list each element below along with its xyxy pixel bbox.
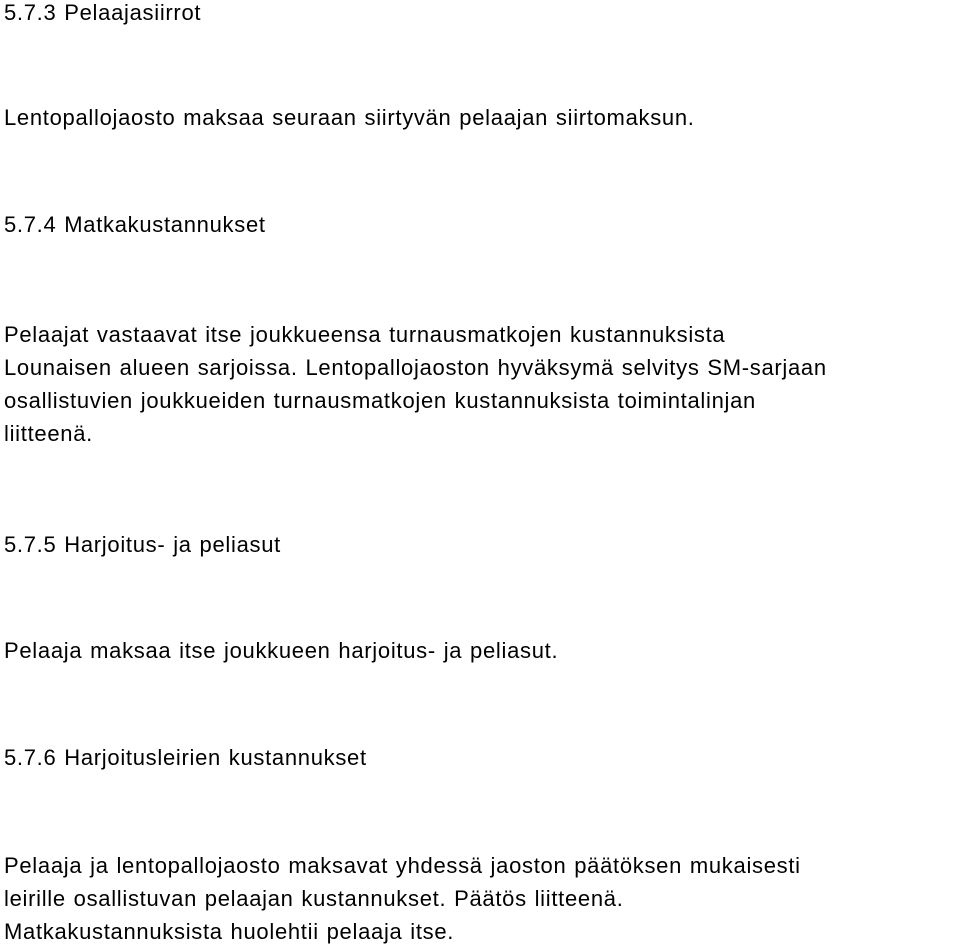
paragraph-line: leirille osallistuvan pelaajan kustannukset. Päätös liitteenä. [4, 886, 624, 911]
document-page [4, 0, 956, 952]
paragraph-line: Lentopallojaosto maksaa seuraan siirtyvän pelaajan siirtomaksun. [4, 105, 695, 130]
paragraph-line: liitteenä. [4, 421, 93, 446]
paragraph-line: Pelaaja maksaa itse joukkueen harjoitus- ja peliasut. [4, 638, 559, 663]
section-heading-harjoitusleirien-kustannukset: 5.7.6 Harjoitusleirien kustannukset [4, 745, 367, 770]
paragraph-line: Pelaajat vastaavat itse joukkueensa turnausmatkojen kustannuksista [4, 322, 726, 347]
section-heading-matkakustannukset: 5.7.4 Matkakustannukset [4, 212, 266, 237]
paragraph-line: osallistuvien joukkueiden turnausmatkojen kustannuksista toimintalinjan [4, 388, 756, 413]
paragraph-line: Matkakustannuksista huolehtii pelaaja itse. [4, 919, 455, 944]
section-heading-pelaajasiirrot: 5.7.3 Pelaajasiirrot [4, 0, 202, 25]
paragraph-line: Lounaisen alueen sarjoissa. Lentopallojaoston hyväksymä selvitys SM-sarjaan [4, 355, 827, 380]
section-heading-harjoitus-ja-peliasut: 5.7.5 Harjoitus- ja peliasut [4, 532, 281, 557]
paragraph-line: Pelaaja ja lentopallojaosto maksavat yhdessä jaoston päätöksen mukaisesti [4, 853, 801, 878]
